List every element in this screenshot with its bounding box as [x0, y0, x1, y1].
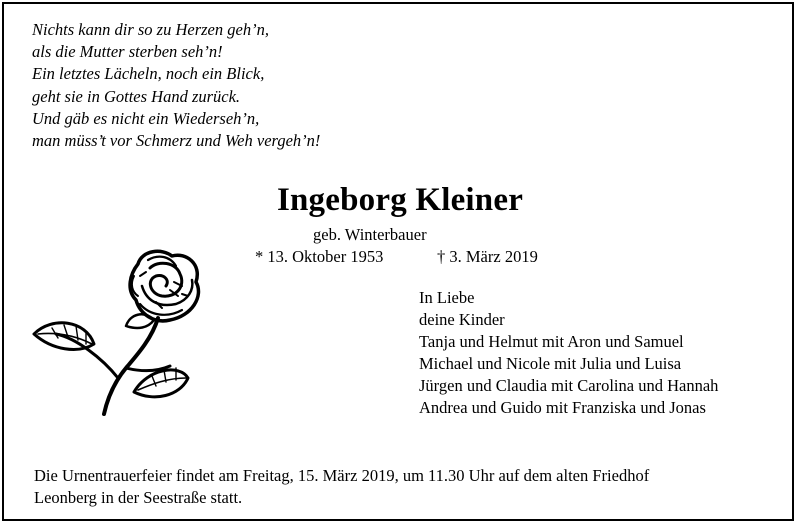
mourner-line: Michael und Nicole mit Julia und Luisa	[419, 354, 682, 374]
mourners-list	[419, 287, 718, 420]
notice-line: Die Urnentrauerfeier findet am Freitag, 15. März 2019, um 11.30 Uhr auf dem alten Friedhof	[34, 466, 650, 485]
birth-name: geb. Winterbauer	[313, 225, 427, 244]
mourner-line: In Liebe	[419, 288, 475, 307]
poem-line: als die Mutter sterben seh’n!	[32, 42, 223, 62]
mourner-line: Andrea und Guido mit Franziska und Jonas	[419, 398, 706, 418]
poem-line: Ein letztes Lächeln, noch ein Blick,	[32, 64, 265, 84]
poem-line: Nichts kann dir so zu Herzen geh’n,	[32, 20, 269, 39]
rose-icon	[30, 246, 240, 421]
poem-line: geht sie in Gottes Hand zurück.	[32, 86, 241, 106]
poem-line: man müss’t vor Schmerz und Weh vergeh’n!	[32, 131, 321, 151]
mourner-line: Jürgen und Claudia mit Carolina und Hannah	[419, 376, 719, 396]
mourner-line: deine Kinder	[419, 310, 505, 330]
death-date: † 3. März 2019	[437, 247, 538, 266]
deceased-name: Ingeborg Kleiner	[276, 182, 524, 218]
mourner-line: Tanja und Helmut mit Aron und Samuel	[419, 332, 684, 352]
funeral-notice	[34, 465, 774, 509]
poem	[32, 19, 320, 152]
notice-line: Leonberg in der Seestraße statt.	[34, 488, 243, 507]
birth-date: * 13. Oktober 1953	[255, 247, 384, 266]
poem-line: Und gäb es nicht ein Wiederseh’n,	[32, 108, 260, 128]
